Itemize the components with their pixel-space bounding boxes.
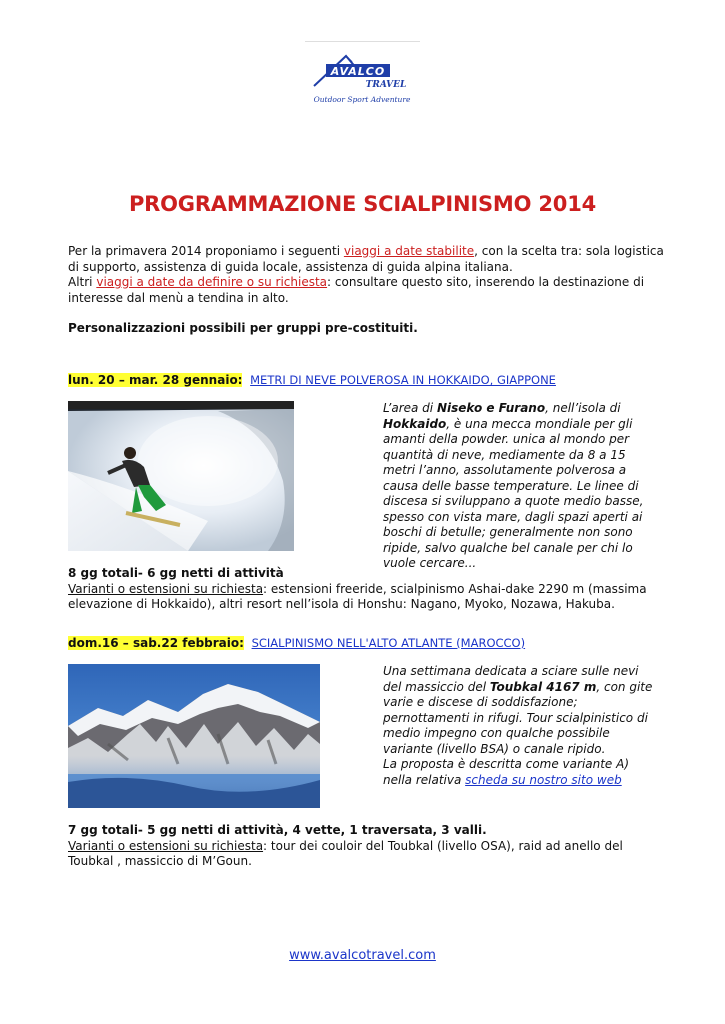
intro-text: , con la scelta tra: sola logistica di supporto, assistenza di guida locale, assistenza di guida alpina italiana. bbox=[68, 244, 664, 274]
desc-place: Hokkaido bbox=[383, 416, 447, 431]
on-request-link[interactable]: viaggi a date da definire o su richiesta bbox=[96, 275, 328, 289]
logo-brand: AVALCO bbox=[330, 65, 386, 78]
trip-duration: 8 gg totali- 6 gg netti di attività bbox=[68, 566, 284, 580]
page-title: PROGRAMMAZIONE SCIALPINISMO 2014 bbox=[128, 192, 597, 216]
desc-text: , è una mecca mondiale per gli amanti della powder. unica al mondo per quantità di neve, mediamente da 8 a 15 metri l’anno, assolutamente polverosa a causa delle basse temperature. Le linee di discesa si sviluppano a quote medio basse, spesso con vista mare, dagli spazi aperti ai boschi di betulle; generalmente non sono ripide, salvo qualche bel canale per chi lo vuole cercare... bbox=[383, 416, 644, 570]
desc-paragraph bbox=[383, 664, 653, 757]
footer bbox=[0, 948, 725, 964]
variants-text: : tour dei couloir del Toubkal (livello OSA), raid ad anello del Toubkal , massiccio di M’Goun. bbox=[68, 838, 623, 868]
variants-label: Varianti o estensioni su richiesta bbox=[68, 581, 264, 596]
logo-sub: TRAVEL bbox=[365, 80, 407, 90]
intro-text: Altri bbox=[68, 275, 97, 289]
desc-place: Niseko e Furano bbox=[436, 401, 546, 415]
trip-dates: lun. 20 – mar. 28 gennaio: bbox=[68, 373, 243, 387]
header-rule bbox=[305, 41, 420, 42]
trip-variants bbox=[68, 839, 668, 870]
trip-heading-morocco bbox=[68, 636, 525, 652]
trip-description-hokkaido bbox=[383, 401, 653, 572]
website-sheet-link[interactable]: scheda su nostro sito web bbox=[465, 772, 622, 787]
intro-text: : consultare questo sito, inserendo la destinazione di interesse dal menù a tendina in alto. bbox=[68, 275, 645, 305]
trip-summary-hokkaido bbox=[68, 566, 668, 613]
mountain-logo-icon bbox=[300, 52, 425, 112]
trip-dates: dom.16 – sab.22 febbraio: bbox=[68, 636, 244, 650]
trip-variants bbox=[68, 582, 668, 613]
intro-paragraph-2 bbox=[68, 275, 668, 306]
desc-text: La proposta è descritta come variante A) nella relativa bbox=[383, 757, 630, 787]
fixed-dates-link[interactable]: viaggi a date stabilite bbox=[343, 244, 475, 258]
desc-text: , con gite varie e discese di soddisfazione; pernottamenti in rifugi. Tour scialpinistico di medio impegno con qualche possibile variante (livello BSA) o canale ripido. bbox=[383, 679, 653, 756]
atlas-mountains-photo bbox=[68, 664, 320, 808]
website-link[interactable]: www.avalcotravel.com bbox=[289, 948, 436, 963]
trip-link-hokkaido[interactable]: METRI DI NEVE POLVEROSA IN HOKKAIDO, GIAPPONE bbox=[250, 373, 556, 387]
avalco-logo[interactable] bbox=[300, 52, 425, 112]
trip-summary-morocco bbox=[68, 823, 668, 870]
variants-label: Varianti o estensioni su richiesta bbox=[68, 838, 264, 853]
desc-text: Una settimana dedicata a sciare sulle nevi del massiccio del bbox=[383, 664, 639, 694]
desc-text: L’area di bbox=[383, 401, 437, 415]
desc-peak: Toubkal 4167 m bbox=[489, 679, 597, 694]
intro-text: Per la primavera 2014 proponiamo i seguenti bbox=[68, 244, 344, 258]
trip-duration: 7 gg totali- 5 gg netti di attività, 4 vette, 1 traversata, 3 valli. bbox=[68, 823, 487, 837]
snowboarder-photo bbox=[68, 401, 294, 551]
intro-paragraph-1 bbox=[68, 244, 668, 275]
logo-tagline: Outdoor Sport Adventure bbox=[313, 95, 411, 104]
variants-text: : estensioni freeride, scialpinismo Ashai-dake 2290 m (massima elevazione di Hokkaido), altri resort nell’isola di Honshu: Nagano, Myoko, Nozawa, Hakuba. bbox=[68, 581, 647, 611]
desc-text: , nell’isola di bbox=[545, 401, 621, 415]
intro-block bbox=[68, 244, 668, 337]
trip-description-morocco bbox=[383, 664, 653, 788]
desc-paragraph bbox=[383, 757, 653, 788]
trip-heading-hokkaido bbox=[68, 373, 556, 389]
custom-groups-note: Personalizzazioni possibili per gruppi pre-costituiti. bbox=[68, 321, 418, 335]
trip-link-morocco[interactable]: SCIALPINISMO NELL'ALTO ATLANTE (MAROCCO) bbox=[251, 636, 526, 650]
